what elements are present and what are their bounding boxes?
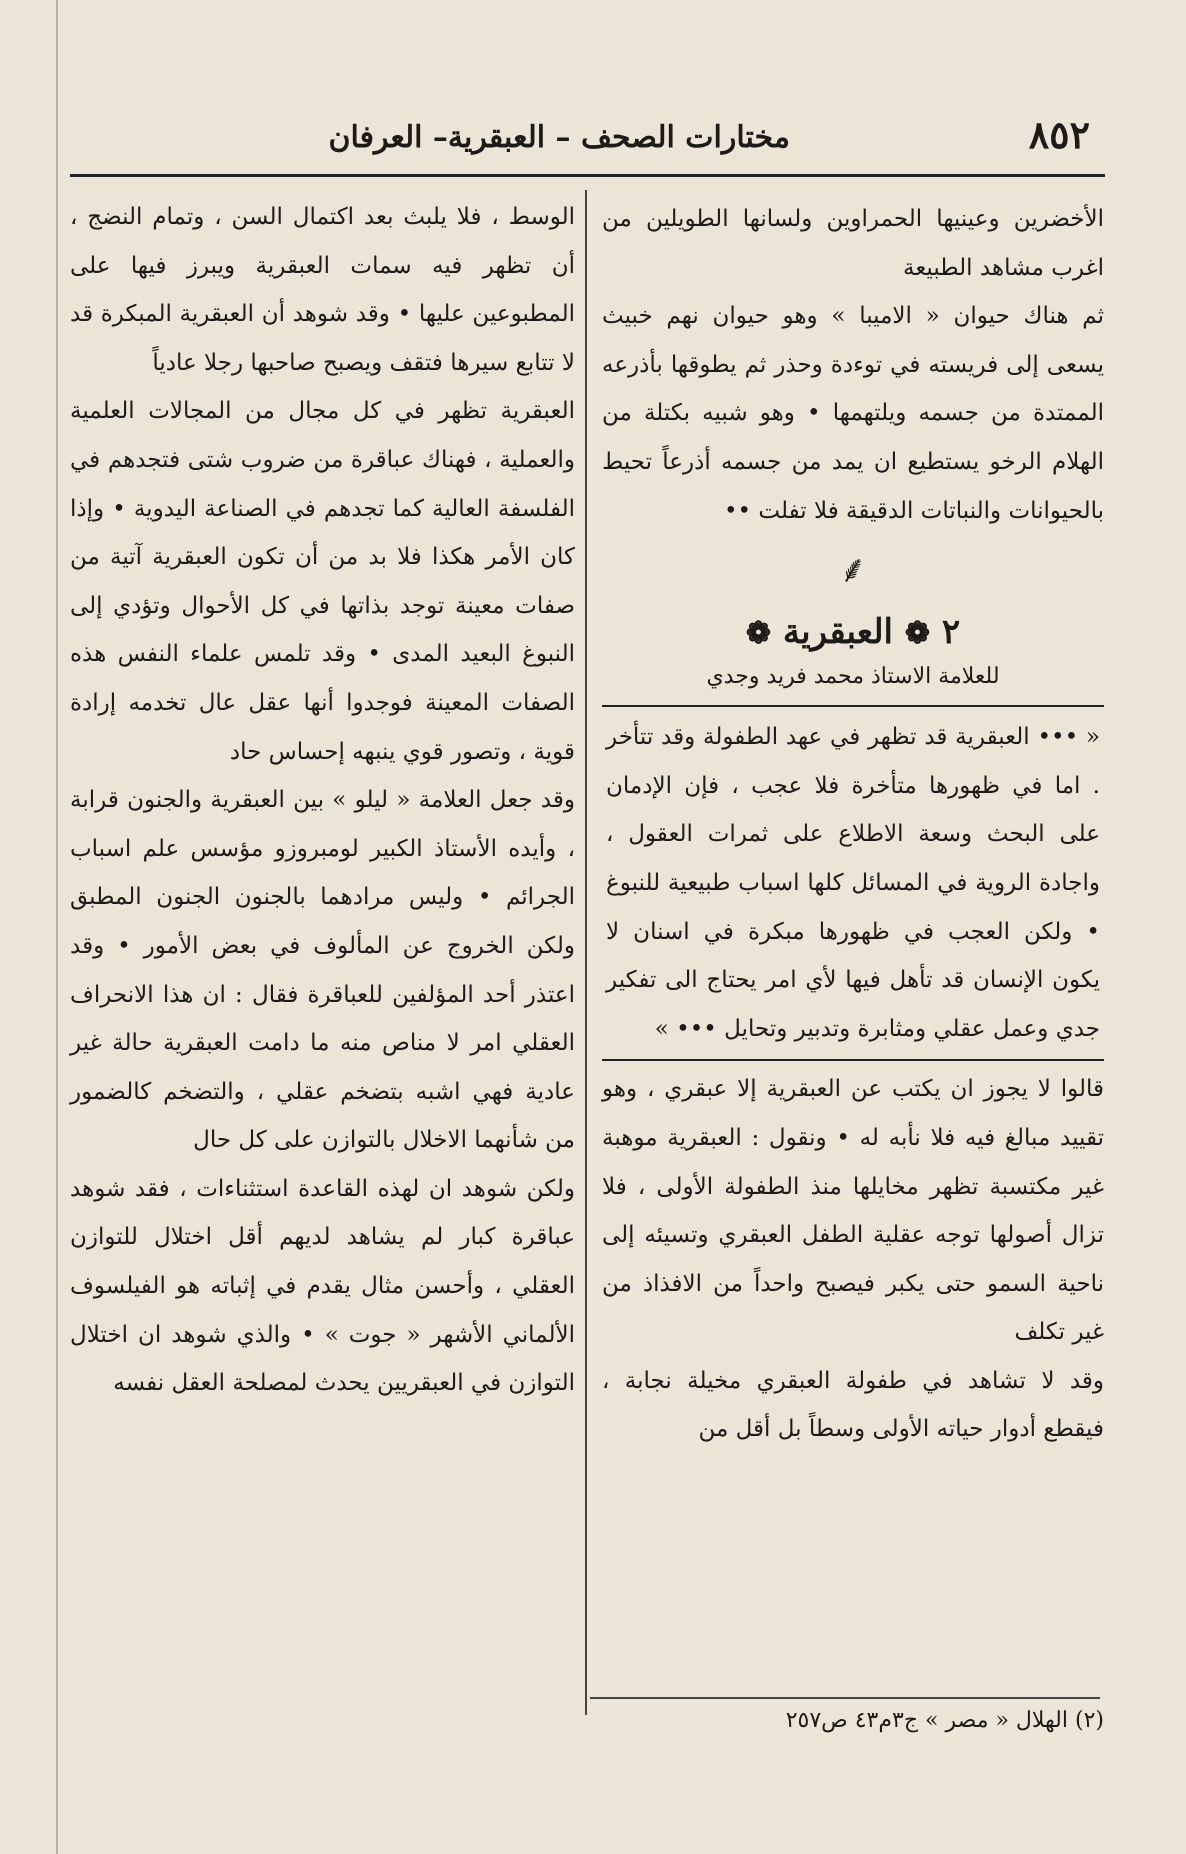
paragraph: وقد لا تشاهد في طفولة العبقري مخيلة نجابة ، فيقطع أدوار حياته الأولى وسطاً بل أقل من <box>602 1367 1104 1443</box>
right-column <box>602 195 1104 1454</box>
footnote-rule <box>590 1697 1100 1699</box>
paragraph: ثم هناك حيوان « الاميبا » وهو حيوان نهم خبيث يسعى إلى فريسته في توءدة وحذر ثم يطوقها بأذرعه الممتدة من جسمه ويلتهمها • وهو شبيه بكتلة من الهلام الرخو يستطيع ان يمد من جسمه أذرعاً تحيط بالحيوانات والنباتات الدقيقة فلا تفلت •• <box>602 303 1104 524</box>
article-author: للعلامة الاستاذ محمد فريد وجدي <box>706 664 1000 690</box>
article-number: ٢ <box>941 612 961 653</box>
article-heading <box>602 607 1104 659</box>
paragraph: ولكن شوهد ان لهذه القاعدة استثناءات ، فقد شوهد عباقرة كبار لم يشاهد لديهم أقل اختلال للتوازن العقلي ، وأحسن مثال يقدم في إثباته هو الفيلسوف الألماني الأشهر « جوت » • والذي شوهد ان اختلال التوازن في العبقريين يحدث لمصلحة العقل نفسه <box>70 1175 575 1397</box>
column-divider <box>585 190 587 1715</box>
header-rule <box>70 174 1105 177</box>
paragraph: وقد جعل العلامة « ليلو » بين العبقرية والجنون قرابة ، وأيده الأستاذ الكبير لومبروزو مؤسس علم اسباب الجرائم • وليس مرادهما بالجنون الجنون المطبق ولكن الخروج عن المألوف في بعض الأمور • وقد اعتذر أحد المؤلفين للعباقرة فقال : ان هذا الانحراف العقلي امر لا مناص منه ما دامت العبقرية حالة غير عادية فهي اشبه بتضخم عقلي ، والتضخم كالضمور من شأنهما الاخلال بالتوازن على كل حال <box>70 787 575 1154</box>
article-title: العبقرية <box>782 612 893 653</box>
footnote: (٢) الهلال « مصر » ج٣م٤٣ ص٢٥٧ <box>785 1708 1104 1733</box>
title-ornament-icon: ❁ <box>745 616 772 652</box>
page-edge <box>56 0 58 1854</box>
paragraph: الأخضرين وعينيها الحمراوين ولسانها الطويلين من اغرب مشاهد الطبيعة <box>602 206 1104 281</box>
title-ornament-icon: ❁ <box>904 616 930 652</box>
page-number: ٨٥٢ <box>1028 112 1090 157</box>
paragraph: العبقرية تظهر في كل مجال من المجالات العلمية والعملية ، فهناك عباقرة من ضروب شتى فتجدهم في الفلسفة العالية كما تجدهم في الصناعة اليدوية • وإذا كان الأمر هكذا فلا بد من أن تكون العبقرية آتية من صفات معينة توجد بذاتها في كل الأحوال وتؤدي إلى النبوغ البعيد المدى • وقد تلمس علماء النفس هذه الصفات المعينة فوجدوا أنها عقل عال تخدمه إرادة قوية ، وتصور قوي ينبهه إحساس حاد <box>70 398 575 765</box>
paragraph: قالوا لا يجوز ان يكتب عن العبقرية إلا عبقري ، وهو تقييد مبالغ فيه فلا نأبه له • ونقول : العبقرية موهبة غير مكتسبة تظهر مخايلها منذ الطفولة الأولى ، فلا تزال أصولها توجه عقلية الطفل العبقري وتسيئه إلى ناحية السمو حتى يكبر فيصبح واحداً من الافذاذ من غير تكلف <box>602 1076 1104 1346</box>
quote-text: « ••• العبقرية قد تظهر في عهد الطفولة وقد تتأخر . اما في ظهورها متأخرة فلا عجب ، فإن الإدمان على البحث وسعة الاطلاع على ثمرات العقول ، واجادة الروية في المسائل كلها اسباب طبيعية للنبوغ • ولكن العجب في ظهورها مبكرة في اسنان لا يكون الإنسان قد تأهل فيها لأي امر يحتاج الى تفكير جدي وعمل عقلي ومثابرة وتدبير وتحايل ••• » <box>606 724 1100 1042</box>
running-title: مختارات الصحف – العبقرية– العرفان <box>328 120 790 155</box>
epigraph-quote <box>602 705 1104 1061</box>
page-header <box>70 112 1120 172</box>
paragraph: الوسط ، فلا يلبث بعد اكتمال السن ، وتمام النضج ، أن تظهر فيه سمات العبقرية ويبرز فيها على المطبوعين عليها • وقد شوهد أن العبقرية المبكرة قد لا تتابع سيرها فتقف ويصبح صاحبها رجلا عادياً <box>70 204 575 376</box>
left-column <box>70 193 575 1408</box>
section-separator-ornament: ⸙ <box>838 547 868 592</box>
